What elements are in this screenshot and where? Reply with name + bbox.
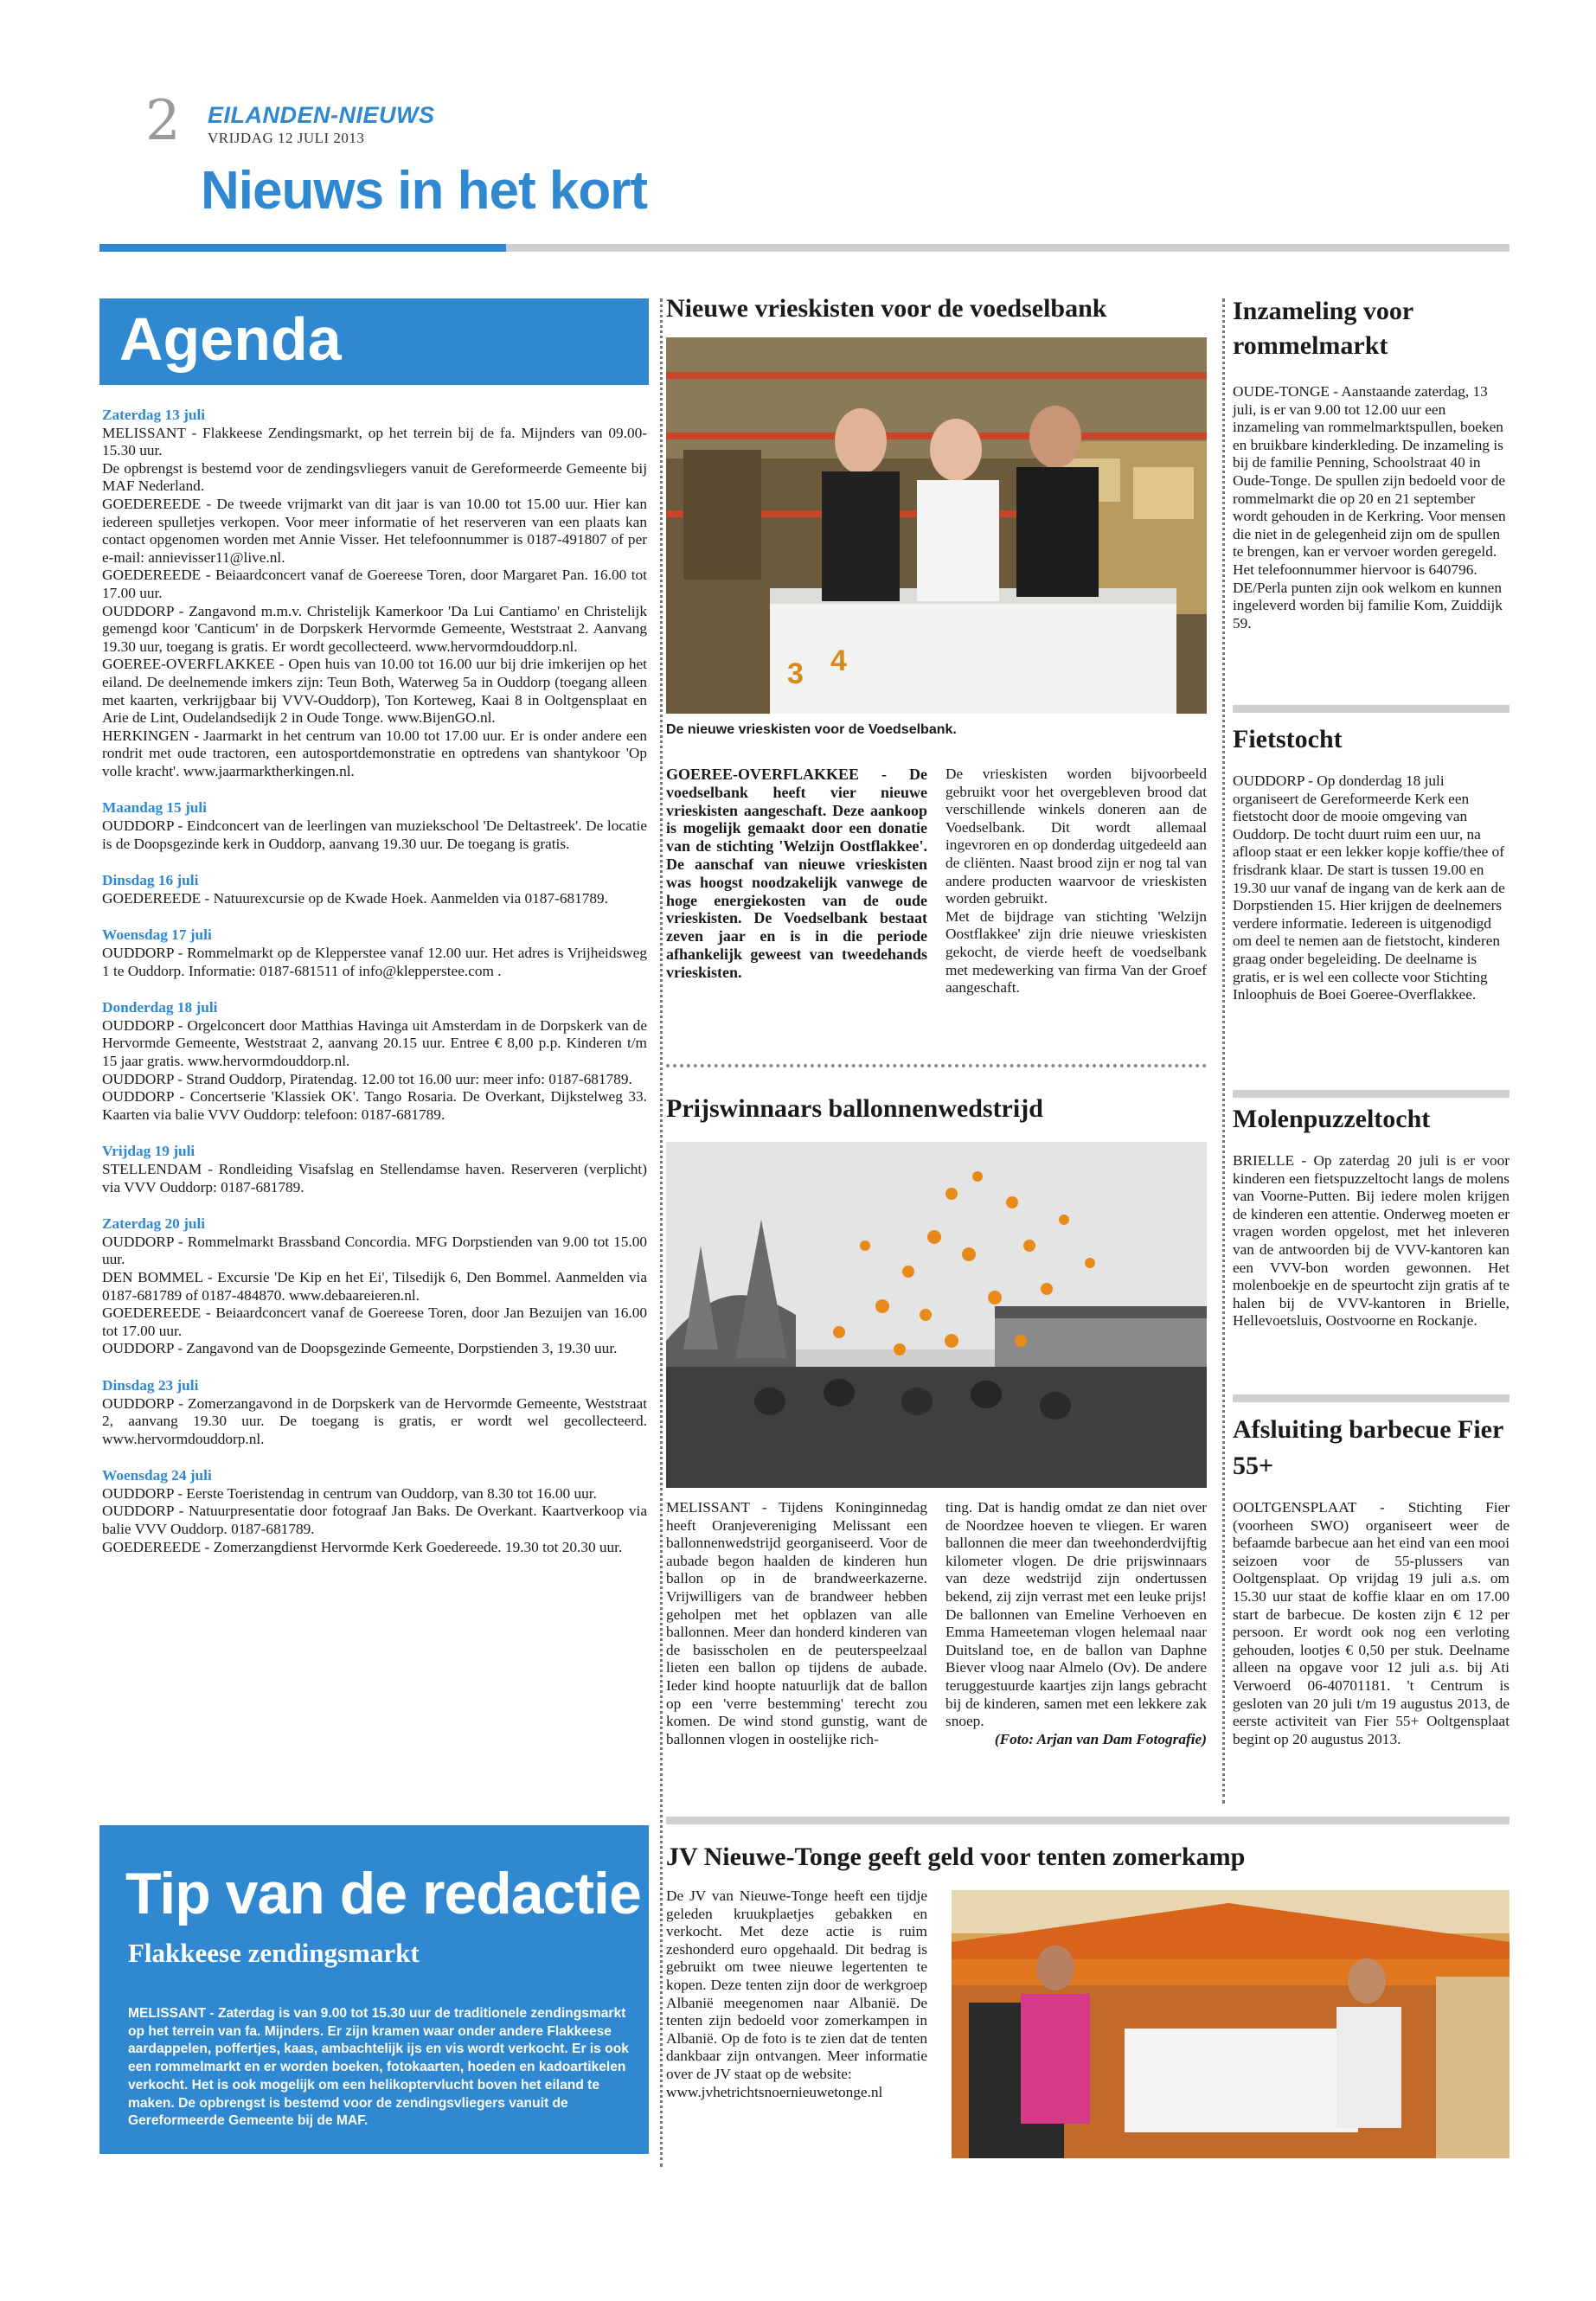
tip-body: MELISSANT - Zaterdag is van 9.00 tot 15.30 uur de traditionele zendingsmarkt op het terrein van fa. Mijnders. Er zijn kramen waar onder andere Flakkeese aardappelen, poffertjes, kaas, ambachtelijk ijs en vis wordt verkocht. Er is ook een rommelmarkt en er worden boeken, fotokaarten, hoeden en kadoartikelen verkocht. Het is ook mogelijk om een helikoptervlucht boven het eiland te maken. De opbrengst is bestemd voor de zendingsvliegers vanuit de Gereformeerde Gemeente bij de MAF. <box>128 2006 629 2129</box>
agenda-entry: OUDDORP - Eindconcert van de leerlingen van muziekschool 'De Deltastreek'. De locatie is de Doopsgezinde kerk in Ouddorp, aanvang 19.30 uur. De toegang is gratis. <box>102 817 647 852</box>
header-rule-blue <box>99 244 506 252</box>
rule-molen <box>1233 1090 1509 1098</box>
fietstocht-headline: Fietstocht <box>1233 725 1343 753</box>
agenda-entry: OUDDORP - Rommelmarkt Brassband Concordia. MFG Dorpstienden van 9.00 tot 15.00 uur. <box>102 1233 647 1268</box>
agenda-entry: GOEREE-OVERFLAKKEE - Open huis van 10.00 tot 16.00 uur bij drie imkerijen op het eiland. De deelnemende imkers zijn: Teun Both, Waterweg 5a in Ouddorp (toegang alleen met kaarten, verkrijgbaar bij VVV-Ouddorp), Ton Korteweg, Kaai 8 in Ooltgensplaat en Arie de Lint, Oudelandsedijk 2 in Oude Tonge. www.BijenGO.nl. <box>102 656 647 727</box>
ballon-body: ting. Dat is handig omdat ze dan niet over de Noordzee hoeven te vliegen. Er waren ballonnen die meer dan tweehonderdvijftig kilometer vlogen. De drie prijswinnaars van deze wedstrijd zijn ondertussen bekend, zij zijn verrast met een leuke prijs! De ballonnen van Emeline Verhoeven en Emma Hameeteman vlogen helemaal naar Duitsland toe, en de ballon van Daphne Biever vloog naar Almelo (Ov). De andere teruggestuurde kaartjes zijn langs gebracht bij de kinderen, samen met een lekkere zak snoep. <box>945 1499 1207 1730</box>
vrieskisten-lede: GOEREE-OVERFLAKKEE - De voedselbank heeft vier nieuwe vrieskisten aangeschaft. Deze aankoop is mogelijk gemaakt door een donatie van de stichting 'Welzijn Oostflakkee'. De aanschaf van nieuwe vrieskisten was hoogst noodzakelijk vanwege de hoge energiekosten van de oude vrieskisten. De Voedselbank bestaat zeven jaar en is in die periode afhankelijk geweest van tweedehands vrieskisten. <box>666 766 927 981</box>
rommelmarkt-headline: Inzameling voor rommelmarkt <box>1233 297 1413 360</box>
jv-body <box>666 1888 927 2101</box>
agenda-entry: OUDDORP - Concertserie 'Klassiek OK'. Tango Rosaria. De Overkant, Dijkstelweg 33. Kaarten via balie VVV Ouddorp: telefoon: 0187-681789. <box>102 1088 647 1123</box>
vrieskisten-body <box>945 766 1207 997</box>
agenda-day-heading: Woensdag 24 juli <box>102 1467 212 1484</box>
agenda-entry: OUDDORP - Zomerzangavond in de Dorpskerk van de Hervormde Gemeente, Weststraat 2, aanvang 19.30 uur. De toegang is gratis, er wordt wel gecollecteerd. www.hervormdouddorp.nl. <box>102 1394 647 1447</box>
ballon-column-2 <box>945 1499 1207 1748</box>
section-title: Nieuws in het kort <box>201 161 647 221</box>
freezer-photo-illustration <box>666 337 1207 714</box>
agenda-entry: OUDDORP - Strand Ouddorp, Piratendag. 12.00 tot 16.00 uur: meer info: 0187-681789. <box>102 1070 632 1087</box>
ballon-headline: Prijswinnaars ballonnenwedstrijd <box>666 1094 1043 1123</box>
jv-body-text: De JV van Nieuwe-Tonge heeft een tijdje geleden kruukplaetjes gebakken en verkocht. Met deze actie is ruim zeshonderd euro opgehaald. Dit bedrag is gebruikt om twee nieuwe legertenten te kopen. Deze tenten zijn door de werkgroep Albanië meegenomen naar Albanië. De tenten zijn bedoeld voor zomerkampen in Albanië. Op de foto is te zien dat de tenten dankbaar zijn ontvangen. Meer informatie over de JV staat op de website: <box>666 1888 927 2082</box>
vrieskisten-body-paragraph-1: De vrieskisten worden bijvoorbeeld gebruikt voor het overgebleven brood dat verschillende winkels doneren aan de Voedselbank. Dit wordt allemaal ingevroren en op donderdag uitgedeeld aan de cliënten. Naast brood zijn er nog tal van andere producten waarvoor de vrieskisten worden gebruikt. <box>945 766 1207 907</box>
tip-subtitle: Flakkeese zendingsmarkt <box>128 1938 420 1968</box>
agenda-day-heading: Woensdag 17 juli <box>102 926 212 944</box>
molen-headline: Molenpuzzeltocht <box>1233 1105 1431 1133</box>
agenda-entry: OUDDORP - Natuurpresentatie door fotograaf Jan Baks. De Overkant. Kaartverkoop via balie VVV Ouddorp. 0187-681789. <box>102 1503 647 1538</box>
agenda-entry: GOEDEREEDE - Beiaardconcert vanaf de Goereese Toren, door Margaret Pan. 16.00 tot 17.00 uur. <box>102 567 647 601</box>
agenda-title: Agenda <box>119 305 342 373</box>
agenda-day-heading: Zaterdag 20 juli <box>102 1215 206 1233</box>
agenda-day-heading: Dinsdag 16 juli <box>102 872 199 889</box>
tip-title: Tip van de redactie <box>125 1861 641 1926</box>
agenda-entry: GOEDEREEDE - De tweede vrijmarkt van dit jaar is van 10.00 tot 15.00 uur. Hier kan iedereen spulletjes verkopen. Voor meer informatie of het reserveren van een plaats kan contact opgenomen worden met Annie Visser. Het telefoonnummer is 0187-491807 of per e-mail: annievisser11@live.nl. <box>102 495 647 566</box>
agenda-entry: DEN BOMMEL - Excursie 'De Kip en het Ei', Tilsedijk 6, Den Bommel. Aanmelden via 0187-681789 of 0187-484870. www.debaareieren.nl. <box>102 1268 647 1304</box>
rule-fietstocht <box>1233 705 1509 713</box>
agenda-entry: OUDDORP - Orgelconcert door Matthias Havinga uit Amsterdam in de Dorpskerk van de Hervormde Gemeente, Weststraat 2, aanvang 20.15 uur. Entree € 8,00 p.p. Kinderen t/m 15 jaar gratis. www.hervormdouddorp.nl. <box>102 1016 647 1069</box>
article-divider <box>666 1064 1207 1067</box>
ballon-photo <box>666 1142 1207 1488</box>
svg-text:3: 3 <box>787 657 804 690</box>
vrieskisten-body-paragraph-2: Met de bijdrage van stichting 'Welzijn Oostflakkee' zijn drie nieuwe vrieskisten gekocht, de vierde heeft de voedselbank met medewerking van firma Van der Groef aangeschaft. <box>945 907 1207 997</box>
agenda-entry: STELLENDAM - Rondleiding Visafslag en Stellendamse haven. Reserveren (verplicht) via VVV Ouddorp: 0187-681789. <box>102 1160 647 1195</box>
rommelmarkt-body: OUDE-TONGE - Aanstaande zaterdag, 13 juli, is er van 9.00 tot 12.00 uur een inzameling van rommelmarktspullen, boeken en bruikbare kinderkleding. De inzameling is bij de familie Penning, Schoolstraat 40 in Oude-Tonge. De spullen zijn bedoeld voor de rommelmarkt die op 20 en 21 september wordt gehouden in de Kerkring. Voor mensen die niet in de gelegenheid zijn om de spullen te brengen, kan er vervoer worden geregeld. Het telefoonnummer hiervoor is 640796. DE/Perla punten zijn ook welkom en kunnen ingeleverd worden bij familie Kom, Zuiddijk 59. <box>1233 383 1506 631</box>
agenda-day-heading: Dinsdag 23 juli <box>102 1376 199 1394</box>
agenda-entry: OUDDORP - Zangavond van de Doopsgezinde Gemeente, Dorpstienden 3, 19.30 uur. <box>102 1340 618 1357</box>
svg-text:4: 4 <box>830 644 847 677</box>
jv-headline: JV Nieuwe-Tonge geeft geld voor tenten zomerkamp <box>666 1843 1246 1871</box>
balloon-photo-illustration <box>666 1142 1207 1488</box>
agenda-entry: MELISSANT - Flakkeese Zendingsmarkt, op het terrein bij de fa. Mijnders van 09.00-15.30 uur. <box>102 424 647 459</box>
agenda-day-heading: Donderdag 18 juli <box>102 999 218 1016</box>
masthead-logo: EILANDEN-NIEUWS <box>208 102 435 128</box>
issue-date: VRIJDAG 12 JULI 2013 <box>208 130 365 146</box>
agenda-entry: OUDDORP - Eerste Toeristendag in centrum van Ouddorp, van 8.30 tot 16.00 uur. <box>102 1484 597 1502</box>
header-rule-grey <box>506 244 1509 252</box>
jv-rule <box>666 1817 1509 1824</box>
ballon-photo-credit: (Foto: Arjan van Dam Fotografie) <box>994 1730 1207 1747</box>
agenda-entry: De opbrengst is bestemd voor de zendingsvliegers vanuit de Gereformeerde Gemeente bij MAF Nederland. <box>102 459 647 495</box>
fietstocht-body: OUDDORP - Op donderdag 18 juli organiseert de Gereformeerde Kerk een fietstocht door de mooie omgeving van Ouddorp. De tocht duurt ruim een uur, na afloop staat er een lekker kopje koffie/thee of frisdrank klaar. De start is tussen 19.00 en 19.30 uur vanaf de ingang van de kerk aan de Dorpstienden 15. Hier krijgen de deelnemers verdere informatie. Iedereen is uitgenodigd om deel te nemen aan de fietstocht, kinderen graag onder begeleiding. De deelname is gratis, er is wel een collecte voor Stichting Inloophuis de Boei Goeree-Overflakkee. <box>1233 772 1505 1003</box>
barbecue-body: OOLTGENSPLAAT - Stichting Fier (voorheen SWO) organiseert weer de befaamde barbecue aan het eind van een mooi seizoen voor de 55-plussers van Ooltgensplaat. Op vrijdag 19 juli a.s. om 15.30 uur staat de koffie klaar en om 17.00 start de barbecue. De kosten zijn € 12 per persoon. Er wordt ook nog een verloting gehouden, lootjes € 0,50 per stuk. Deelname alleen na opgave voor 12 juli a.s. bij Ati Verwoerd 06-40701181. 't Centrum is gesloten van 20 juli t/m 19 augustus 2013, de eerste activiteit van Fier 55+ Ooltgensplaat begint op 20 augustus 2013. <box>1233 1499 1509 1747</box>
column-divider-right <box>1222 298 1225 1804</box>
vrieskisten-headline: Nieuwe vrieskisten voor de voedselbank <box>666 294 1107 323</box>
agenda-day-heading: Zaterdag 13 juli <box>102 407 206 423</box>
agenda-list <box>102 407 647 1556</box>
page-number: 2 <box>145 89 181 153</box>
agenda-day-heading: Vrijdag 19 juli <box>102 1143 195 1160</box>
agenda-day-heading: Maandag 15 juli <box>102 799 207 817</box>
agenda-entry: GOEDEREEDE - Beiaardconcert vanaf de Goereese Toren, door Jan Bezuijen van 16.00 tot 17.00 uur. <box>102 1304 647 1339</box>
rule-barbecue <box>1233 1394 1509 1402</box>
column-divider-left <box>660 298 663 2167</box>
agenda-entry: OUDDORP - Zangavond m.m.v. Christelijk Kamerkoor 'Da Lui Cantiamo' en Christelijk gemengd koor 'Canticum' in de Dorpskerk Hervormde Gemeente, Weststraat 2. Aanvang 19.30 uur, toegang is gratis. Er wordt gecollecteerd. www.hervormdouddorp.nl. <box>102 602 647 655</box>
agenda-entry: GOEDEREEDE - Zomerzangdienst Hervormde Kerk Goedereede. 19.30 tot 20.30 uur. <box>102 1538 623 1555</box>
vrieskisten-photo <box>666 337 1207 714</box>
ballon-column-1: MELISSANT - Tijdens Koninginnedag heeft Oranjevereniging Melissant een ballonnenwedstrijd georganiseerd. Voor de aubade begon haalden de kinderen hun ballon op in de brandweerkazerne. Vrijwilligers van de brandweer hebben geholpen met het opblazen van alle ballonnen. Meer dan honderd kinderen van de basisscholen en de peuterspeelzaal lieten een ballon op tijdens de aubade. Ieder kind hoopte natuurlijk dat de ballon op een 'verre bestemming' terecht zou komen. De wind stond gunstig, want de ballonnen vlogen in oostelijke rich- <box>666 1499 927 1747</box>
agenda-entry: HERKINGEN - Jaarmarkt in het centrum van 10.00 tot 17.00 uur. Er is onder andere een rondrit met oude tractoren, een autosportdemonstratie en optredens van shantykoor 'Op volle kracht'. www.jaarmarktherkingen.nl. <box>102 727 647 779</box>
molen-body: BRIELLE - Op zaterdag 20 juli is er voor kinderen een fietspuzzeltocht langs de molens van Voorne-Putten. Bij iedere molen krijgen de kinderen een attentie. Onderweg moeten er vragen worden opgelost, met het inleveren van de antwoorden bij de VVV-kantoren kan een VVV-bon worden gewonnen. Het molenboekje en de speurtocht zijn gratis af te halen bij de VVV-kantoren in Brielle, Hellevoetsluis, Oostvoorne en Rockanje. <box>1233 1152 1509 1330</box>
barbecue-headline: Afsluiting barbecue Fier 55+ <box>1233 1415 1503 1480</box>
tent-photo-illustration <box>952 1890 1509 2158</box>
agenda-entry: OUDDORP - Rommelmarkt op de Klepperstee vanaf 12.00 uur. Het adres is Vrijheidsweg 1 te Ouddorp. Informatie: 0187-681511 of info@klepperstee.com . <box>102 945 647 979</box>
jv-photo <box>952 1890 1509 2158</box>
vrieskisten-caption: De nieuwe vrieskisten voor de Voedselbank. <box>666 722 957 737</box>
jv-website: www.jvhetrichtsnoernieuwetonge.nl <box>666 2083 883 2100</box>
agenda-entry: GOEDEREEDE - Natuurexcursie op de Kwade Hoek. Aanmelden via 0187-681789. <box>102 889 609 907</box>
